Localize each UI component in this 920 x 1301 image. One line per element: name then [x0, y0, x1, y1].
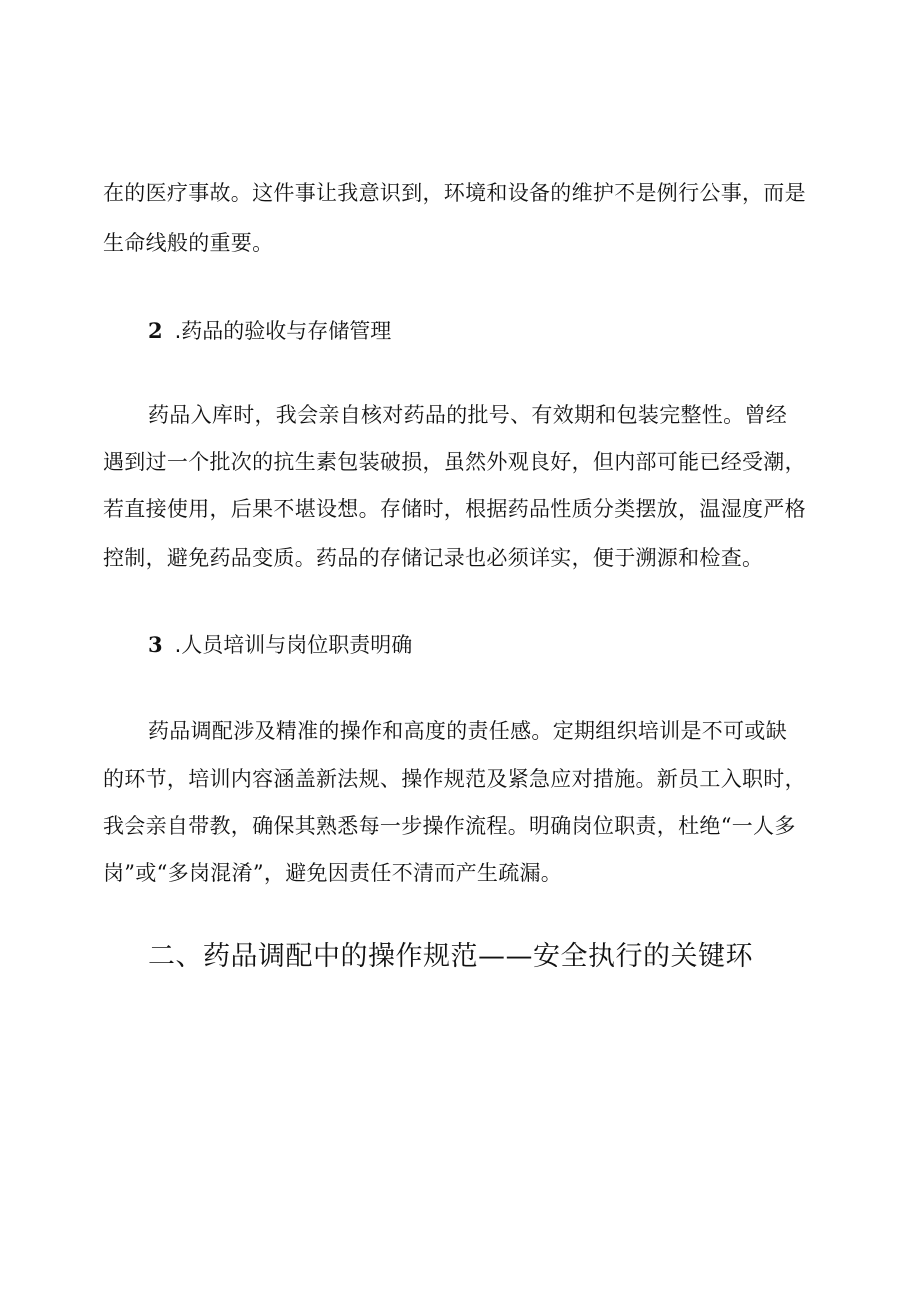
section-3-line-4: 岗”或“多岗混淆”，避免因责任不清而产生疏漏。	[103, 861, 563, 885]
section-3-line-2: 的环节，培训内容涵盖新法规、操作规范及紧急应对措施。新员工入职时，	[103, 767, 806, 791]
subheading-2	[148, 316, 391, 346]
section-3-line-1: 药品调配涉及精准的操作和高度的责任感。定期组织培训是不可或缺	[148, 719, 787, 743]
section-2-line-3: 若直接使用，后果不堪设想。存储时，根据药品性质分类摆放，温湿度严格	[103, 497, 806, 521]
section-3-line-3: 我会亲自带教，确保其熟悉每一步操作流程。明确岗位职责，杜绝“一人多	[103, 814, 796, 838]
section-2-line-2: 遇到过一个批次的抗生素包装破损，虽然外观良好，但内部可能已经受潮，	[103, 450, 806, 474]
intro-line-1: 在的医疗事故。这件事让我意识到，环境和设备的维护不是例行公事，而是	[103, 181, 806, 205]
subheading-title: .药品的验收与存储管理	[174, 319, 392, 343]
subheading-3	[148, 630, 412, 660]
section-2-line-1: 药品入库时，我会亲自核对药品的批号、有效期和包装完整性。曾经	[148, 403, 787, 427]
intro-line-2: 生命线般的重要。	[103, 231, 274, 255]
subheading-number: 2	[148, 318, 163, 343]
subheading-number: 3	[148, 632, 163, 657]
subheading-title: .人员培训与岗位职责明确	[174, 633, 413, 657]
major-section-heading: 二、药品调配中的操作规范——安全执行的关键环	[148, 941, 753, 972]
section-2-line-4: 控制，避免药品变质。药品的存储记录也必须详实，便于溯源和检查。	[103, 546, 764, 570]
